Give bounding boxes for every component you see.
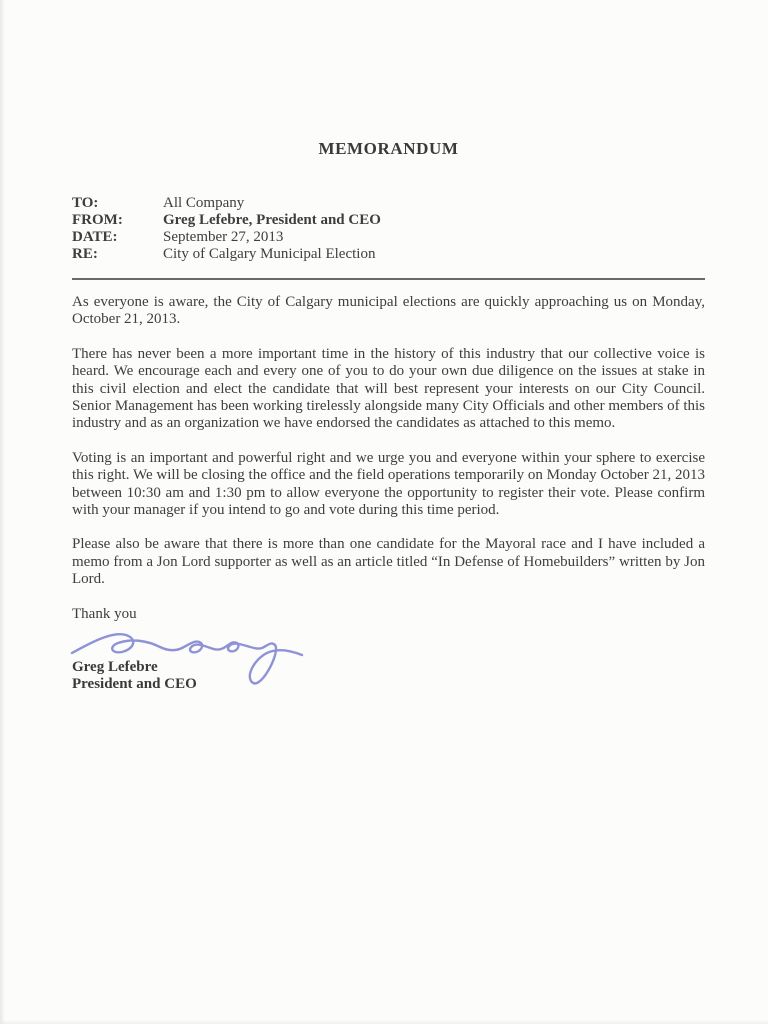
header-row-to [72,195,705,212]
header-label-from: FROM: [72,212,123,228]
header-value-re: City of Calgary Municipal Election [163,246,376,262]
header-label-re: RE: [72,246,98,262]
memo-body [72,294,705,589]
header-label-date: DATE: [72,229,118,245]
memo-header-block [72,195,705,263]
header-label-to: TO: [72,195,99,211]
header-row-re [72,246,705,263]
paragraph-importance: There has never been a more important time in the history of this industry that our collective voice is heard. We encourage each and every one of you to do your own due diligence on the issues at stake in this civil election and elect the candidate that will best represent your interests on our City Council. Senior Management has been working tirelessly alongside many City Officials and other members of this industry and as an organization we have endorsed the candidates as attached to this memo. [72,345,705,432]
paragraph-intro: As everyone is aware, the City of Calgary municipal elections are quickly approaching us on Monday, October 21, 2013. [72,294,705,328]
paragraph-mayoral-race: Please also be aware that there is more than one candidate for the Mayoral race and I have included a memo from a Jon Lord supporter as well as an article titled “In Defense of Homebuilders” written by Jon Lord. [72,536,705,588]
handwritten-signature-icon [68,623,308,693]
header-value-from: Greg Lefebre, President and CEO [163,212,381,228]
memo-title: MEMORANDUM [318,139,459,158]
scan-edge-artifact-bottom [0,1020,768,1024]
signoff-title: President and CEO [72,675,197,692]
header-value-to: All Company [163,195,245,211]
closing-line: Thank you [72,605,137,622]
header-value-date: September 27, 2013 [163,229,284,245]
signoff-name: Greg Lefebre [72,658,158,675]
paragraph-voting: Voting is an important and powerful right and we urge you and everyone within your sphere to exercise this right. We will be closing the office and the field operations temporarily on Monday October 21, 2013 between 10:30 am and 1:30 pm to allow everyone the opportunity to register their vote. Please confirm with your manager if you intend to go and vote during this time period. [72,449,705,519]
signature-area [72,625,705,659]
header-divider-rule [72,278,705,280]
header-row-from [72,212,705,229]
header-row-date [72,229,705,246]
